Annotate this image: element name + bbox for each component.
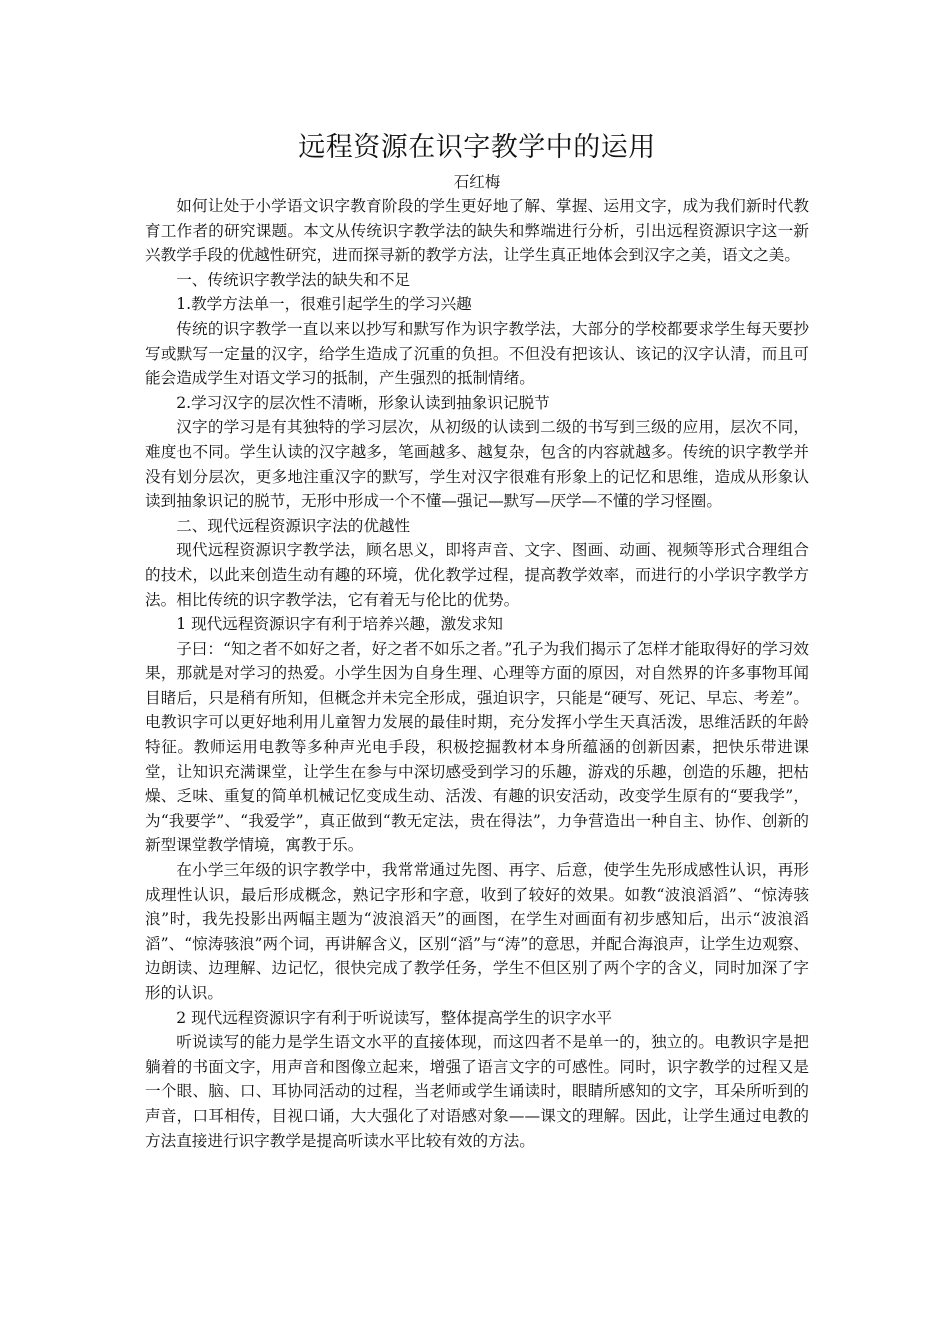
document-page xyxy=(145,128,809,1153)
section-heading-2: 二、现代远程资源识字法的优越性 xyxy=(176,516,411,535)
abstract-paragraph: 如何让处于小学语文识字教育阶段的学生更好地了解、掌握、运用文字，成为我们新时代教育工作者的研究课题。本文从传统识字教学法的缺失和弊端进行分析，引出远程资源识字这一新兴教学手段的优越性研究，进而探寻新的教学方法，让学生真正地体会到汉字之美，语文之美。 xyxy=(145,197,809,265)
body-paragraph: 子曰：“知之者不如好之者，好之者不如乐之者。”孔子为我们揭示了怎样才能取得好的学习效果，那就是对学习的热爱。小学生因为自身生理、心理等方面的原因，对自然界的许多事物耳闻目睹后，只是稍有所知，但概念并未完全形成，强迫识字，只能是“硬写、死记、早忘、考差”。电教识字可以更好地利用儿童智力发展的最佳时期，充分发挥小学生天真活泼，思维活跃的年龄特征。教师运用电教等多种声光电手段，积极挖掘教材本身所蕴涵的创新因素，把快乐带进课堂，让知识充满课堂，让学生在参与中深切感受到学习的乐趣，游戏的乐趣，创造的乐趣，把枯燥、乏味、重复的简单机械记忆变成生动、活泼、有趣的识安活动，改变学生原有的“要我学”，为“我要学”、“我爱学”，真正做到“教无定法，贵在得法”，力争营造出一种自主、协作、创新的新型课堂教学情境，寓教于乐。 xyxy=(145,639,809,855)
document-title: 远程资源在识字教学中的运用 xyxy=(298,132,656,163)
document-author: 石红梅 xyxy=(453,173,501,191)
subsection-heading-2-2: 2 现代远程资源识字有利于听说读写，整体提高学生的识字水平 xyxy=(176,1008,613,1027)
subsection-heading-1-1: 1.教学方法单一，很难引起学生的学习兴趣 xyxy=(176,295,472,314)
body-paragraph: 听说读写的能力是学生语文水平的直接体现，而这四者不是单一的，独立的。电教识字是把躺着的书面文字，用声音和图像立起来，增强了语言文字的可感性。同时，识字教学的过程又是一个眼、脑、口、耳协同活动的过程，当老师或学生诵读时，眼睛所感知的文字，耳朵所听到的声音，口耳相传，目视口诵，大大强化了对语感对象——课文的理解。因此，让学生通过电教的方法直接进行识字教学是提高听读水平比较有效的方法。 xyxy=(145,1033,809,1150)
section-heading-1: 一、传统识字教学法的缺失和不足 xyxy=(176,270,411,289)
body-paragraph: 现代远程资源识字教学法，顾名思义，即将声音、文字、图画、动画、视频等形式合理组合的技术，以此来创造生动有趣的环境，优化教学过程，提高教学效率，而进行的小学识字教学方法。相比传统的识字教学法，它有着无与伦比的优势。 xyxy=(145,541,809,609)
subsection-heading-1-2: 2.学习汉字的层次性不清晰，形象认读到抽象识记脱节 xyxy=(176,393,550,412)
body-paragraph: 在小学三年级的识字教学中，我常常通过先图、再字、后意，使学生先形成感性认识，再形成理性认识，最后形成概念，熟记字形和字意，收到了较好的效果。如教“波浪滔滔”、“惊涛骇浪”时，我先投影出两幅主题为“波浪滔天”的画图，在学生对画面有初步感知后，出示“波浪滔滔”、“惊涛骇浪”两个词，再讲解含义，区别“滔”与“涛”的意思，并配合海浪声，让学生边观察、边朗读、边理解、边记忆，很快完成了教学任务，学生不但区别了两个字的含义，同时加深了字形的认识。 xyxy=(145,861,809,1002)
body-paragraph: 汉字的学习是有其独特的学习层次，从初级的认读到二级的书写到三级的应用，层次不同，难度也不同。学生认读的汉字越多，笔画越多、越复杂，包含的内容就越多。传统的识字教学并没有划分层次，更多地注重汉字的默写，学生对汉字很难有形象上的记忆和思维，造成从形象认读到抽象识记的脱节，无形中形成一个不懂—强记—默写—厌学—不懂的学习怪圈。 xyxy=(145,418,809,511)
body-paragraph: 传统的识字教学一直以来以抄写和默写作为识字教学法，大部分的学校都要求学生每天要抄写或默写一定量的汉字，给学生造成了沉重的负担。不但没有把该认、该记的汉字认清，而且可能会造成学生对语文学习的抵制，产生强烈的抵制情绪。 xyxy=(145,319,809,388)
document-body xyxy=(145,194,809,1153)
subsection-heading-2-1: 1 现代远程资源识字有利于培养兴趣，激发求知 xyxy=(176,615,503,634)
